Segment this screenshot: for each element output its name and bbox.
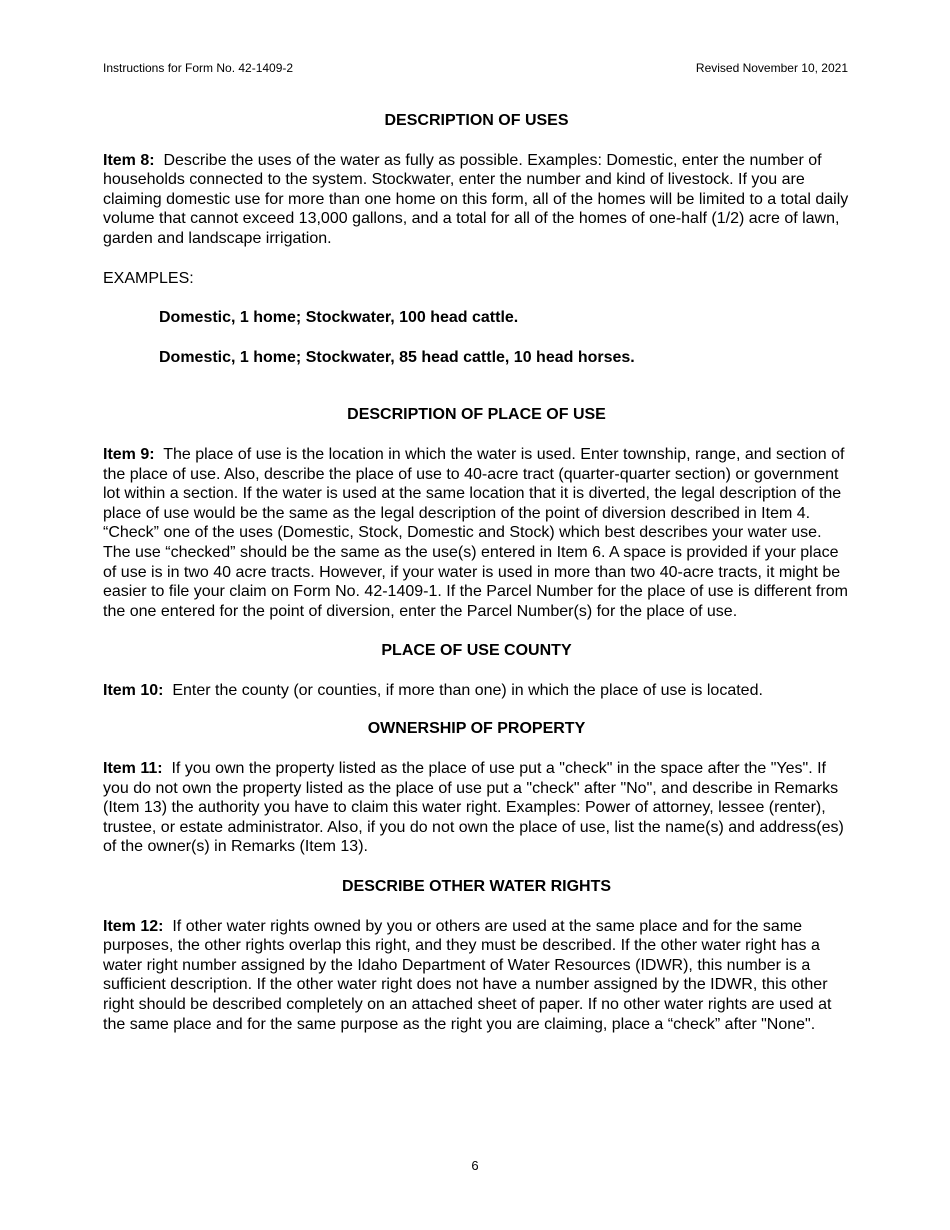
- running-header: [103, 60, 848, 76]
- section-heading-ownership: OWNERSHIP OF PROPERTY: [367, 720, 586, 738]
- item-8-paragraph: [103, 151, 850, 249]
- item-8-label: Item 8:: [103, 151, 155, 169]
- section-heading-other-rights: DESCRIBE OTHER WATER RIGHTS: [341, 878, 612, 896]
- item-12-text: If other water rights owned by you or others are used at the same place and for the same purposes, the other rights overlap this right, and they must be described. If the other water right has a water right number assigned by the Idaho Department of Water Resources (IDWR), this number is a sufficient description. If the other water right does not have a number assigned by the IDWR, this other right should be described completely on an attached sheet of paper. If no other water rights are used at the same place and for the same purpose as the right you are claiming, place a “check” after "None".: [103, 917, 832, 1033]
- item-10-label: Item 10:: [103, 681, 164, 699]
- item-12-paragraph: [103, 917, 850, 1035]
- item-8-text: Describe the uses of the water as fully as possible. Examples: Domestic, enter the number of households connected to the system. Stockwater, enter the number and kind of livestock. If you are claiming domestic use for more than one home on this form, all of the homes will be limited to a total daily volume that cannot exceed 13,000 gallons, and a total for all of the homes of one-half (1/2) acre of lawn, garden and landscape irrigation.: [103, 151, 849, 247]
- revision-date: Revised November 10, 2021: [695, 61, 848, 75]
- section-heading-place-of-use: DESCRIPTION OF PLACE OF USE: [347, 406, 606, 424]
- document-body: [103, 111, 850, 1034]
- section-heading-county: PLACE OF USE COUNTY: [381, 642, 572, 660]
- item-9-text: The place of use is the location in which the water is used. Enter township, range, and section of the place of use. Also, describe the place of use to 40-acre tract (quarter-quarter section) or government lot within a section. If the water is used at the same location that it is diverted, the legal description of the place of use would be the same as the legal description of the point of diversion described in Item 4. “Check” one of the uses (Domestic, Stock, Domestic and Stock) which best describes your water use. The use “checked” should be the same as the use(s) entered in Item 6. A space is provided if your place of use is in two 40 acre tracts. However, if your water is used in more than two 40-acre tracts, it might be easier to file your claim on Form No. 42-1409-1. If the Parcel Number for the place of use is different from the one entered for the point of diversion, enter the Parcel Number(s) for the place of use.: [103, 445, 848, 620]
- item-10-text: Enter the county (or counties, if more than one) in which the place of use is located.: [172, 681, 763, 699]
- example-line-1: Domestic, 1 home; Stockwater, 100 head cattle.: [159, 309, 519, 327]
- page-number: 6: [471, 1158, 479, 1173]
- item-11-paragraph: [103, 759, 850, 857]
- item-9-paragraph: [103, 445, 850, 621]
- item-11-label: Item 11:: [103, 760, 163, 778]
- item-12-label: Item 12:: [103, 917, 164, 935]
- item-10-paragraph: [103, 681, 850, 701]
- item-9-label: Item 9:: [103, 445, 155, 463]
- item-11-text: If you own the property listed as the place of use put a "check" in the space after the "Yes". If you do not own the property listed as the place of use put a "check" after "No", and describe in Remarks (Item 13) the authority you have to claim this water right. Examples: Power of attorney, lessee (renter), trustee, or estate administrator. Also, if you do not own the place of use, list the name(s) and address(es) of the owner(s) in Remarks (Item 13).: [103, 760, 844, 856]
- form-title: Instructions for Form No. 42-1409-2: [103, 61, 294, 75]
- section-heading-uses: DESCRIPTION OF USES: [384, 112, 569, 129]
- examples-label: EXAMPLES:: [103, 269, 194, 287]
- example-line-2: Domestic, 1 home; Stockwater, 85 head cattle, 10 head horses.: [159, 348, 635, 366]
